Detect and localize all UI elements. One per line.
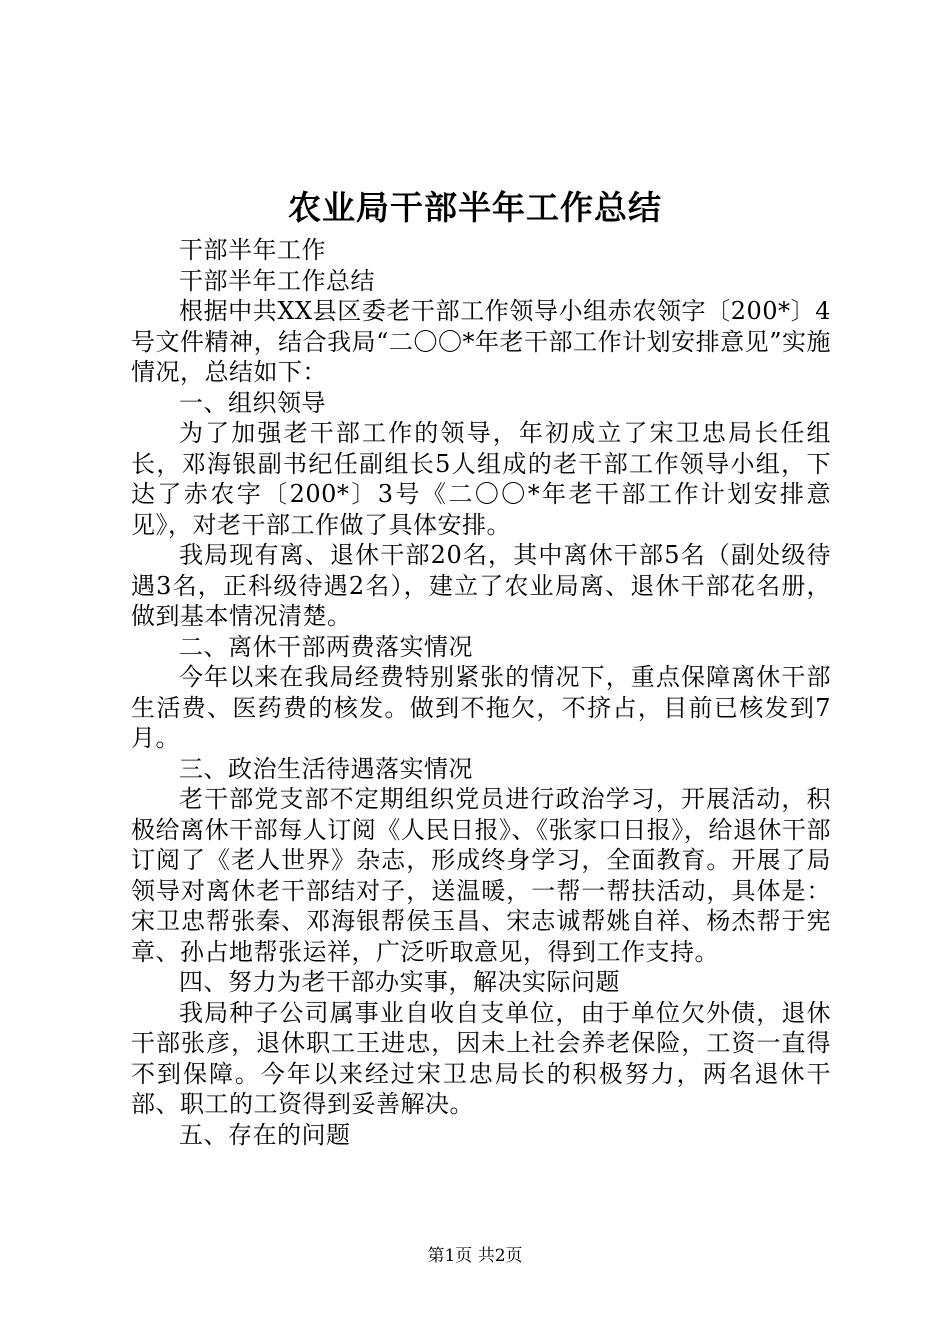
paragraph-section-1-a: 为了加强老干部工作的领导，年初成立了宋卫忠局长任组长，邓海银副书纪任副组长5人组成的老干部工作领导小组，下达了赤农字〔200*〕3号《二〇〇*年老干部工作计划安排意见》，对老干部工作做了具体安排。 [131,419,831,539]
section-heading-1: 一、组织领导 [179,388,326,417]
paragraph-section-3: 老干部党支部不定期组织党员进行政治学习，开展活动，积极给离休干部每人订阅《人民日报》、《张家口日报》，给退休干部订阅了《老人世界》杂志，形成终身学习，全面教育。开展了局领导对离休老干部结对子，送温暖，一帮一帮扶活动，具体是：宋卫忠帮张秦、邓海银帮侯玉昌、宋志诚帮姚自祥、杨杰帮于宪章、孙占地帮张运祥，广泛听取意见，得到工作支持。 [131,785,831,966]
section-heading-4: 四、努力为老干部办实事，解决实际问题 [179,968,620,996]
page-number-footer: 第1页 共2页 [427,1246,523,1266]
paragraph-section-2: 今年以来在我局经费特别紧张的情况下，重点保障离休干部生活费、医药费的核发。做到不拖欠，不挤占，目前已核发到7月。 [131,663,831,752]
paragraph-subtitle-2: 干部半年工作总结 [179,266,375,295]
section-heading-3: 三、政治生活待遇落实情况 [179,754,473,783]
paragraph-subtitle-1: 干部半年工作 [179,236,326,264]
paragraph-intro: 根据中共XX县区委老干部工作领导小组赤农领字〔200*〕4号文件精神，结合我局“二〇〇*年老干部工作计划安排意见”实施情况，总结如下： [131,297,831,386]
section-heading-5: 五、存在的问题 [179,1120,351,1149]
document-title: 农业局干部半年工作总结 [288,188,662,227]
paragraph-section-1-b: 我局现有离、退休干部20名，其中离休干部5名（副处级待遇3名，正科级待遇2名），建立了农业局离、退休干部花名册，做到基本情况清楚。 [131,541,831,630]
document-body [131,235,831,1150]
paragraph-section-4: 我局种子公司属事业自收自支单位，由于单位欠外债，退休干部张彦，退休职工王进忠，因未上社会养老保险，工资一直得不到保障。今年以来经过宋卫忠局长的积极努力，两名退休干部、职工的工资得到妥善解决。 [131,998,831,1118]
section-heading-2: 二、离休干部两费落实情况 [179,632,473,661]
